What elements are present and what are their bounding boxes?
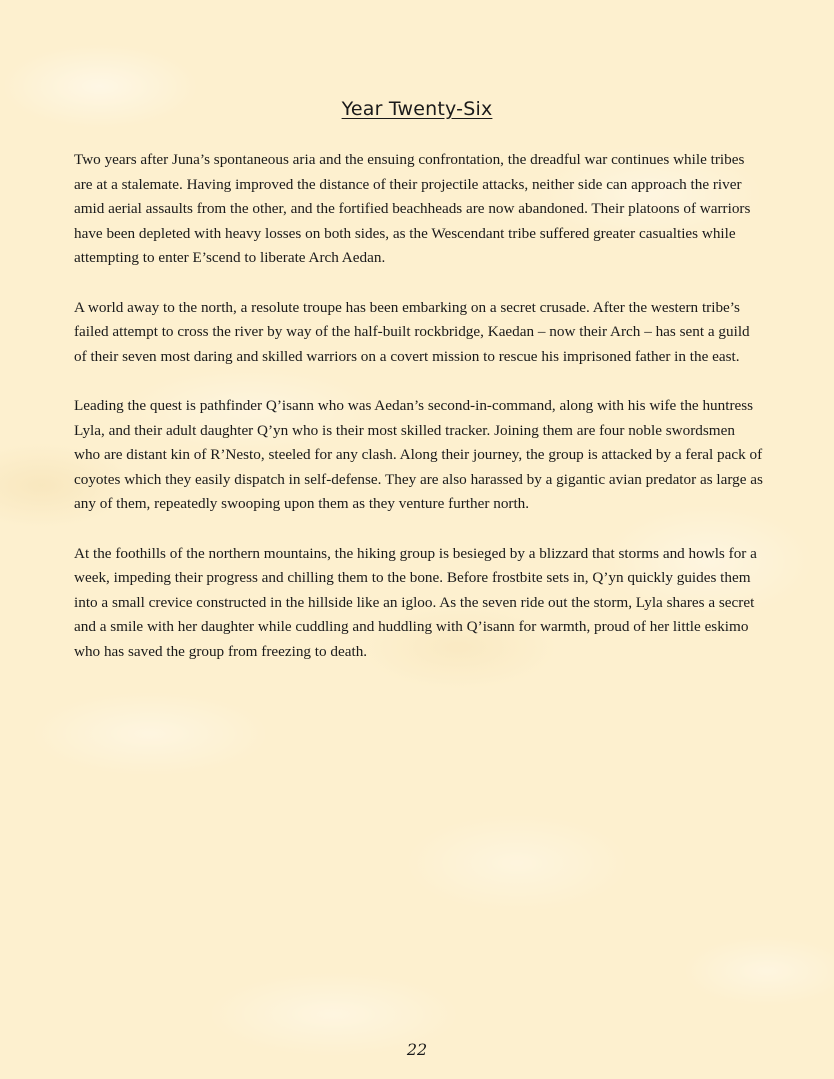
page-number: 22	[406, 1040, 428, 1059]
paragraph-3: Leading the quest is pathfinder Q’isann who was Aedan’s second-in-command, along with his wife the huntress Lyla, and their adult daughter Q’yn who is their most skilled tracker. Joining them are four noble swordsmen who are distant kin of R’Nesto, steeled for any clash. Along their journey, the group is attacked by a feral pack of coyotes which they easily dispatch in self-defense. They are also harassed by a gigantic avian predator as large as any of them, repeatedly swooping upon them as they venture further north.	[74, 396, 763, 513]
paragraph-4: At the foothills of the northern mountains, the hiking group is besieged by a blizzard that storms and howls for a week, impeding their progress and chilling them to the bone. Before frostbite sets in, Q’yn quickly guides them into a small crevice constructed in the hillside like an igloo. As the seven ride out the storm, Lyla shares a secret and a smile with her daughter while cuddling and huddling with Q’isann for warmth, proud of her little eskimo who has saved the group from freezing to death.	[74, 544, 757, 660]
chapter-body	[74, 148, 764, 689]
paragraph-1: Two years after Juna’s spontaneous aria and the ensuing confrontation, the dreadful war continues while tribes are at a stalemate. Having improved the distance of their projectile attacks, neither side can approach the river amid aerial assaults from the other, and the fortified beachheads are now abandoned. Their platoons of warriors have been depleted with heavy losses on both sides, as the Wescendant tribe suffered greater casualties while attempting to enter E’scend to liberate Arch Aedan.	[74, 151, 751, 267]
chapter-title: Year Twenty-Six	[341, 98, 493, 120]
paragraph-2: A world away to the north, a resolute troupe has been embarking on a secret crusade. After the western tribe’s failed attempt to cross the river by way of the half-built rockbridge, Kaedan – now their Arch – has sent a guild of their seven most daring and skilled warriors on a covert mission to rescue his imprisoned father in the east.	[74, 298, 750, 365]
